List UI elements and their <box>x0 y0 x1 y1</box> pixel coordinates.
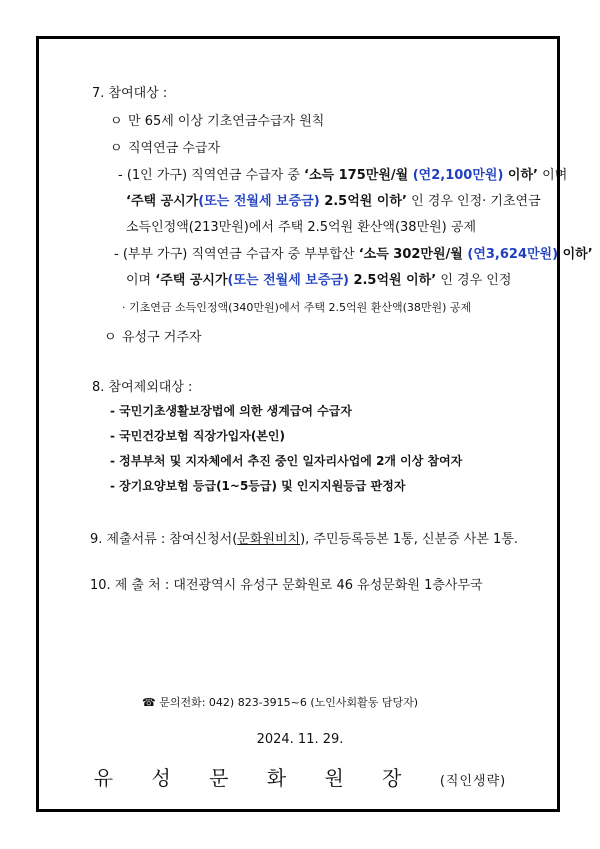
section-7-heading: 7. 참여대상 : <box>92 86 168 101</box>
single-household-line-3: 소득인정액(213만원)에서 주택 2.5억원 환산액(38만원) 공제 <box>126 220 477 235</box>
exclusion-item: - 국민기초생활보장법에 의한 생계급여 수급자 <box>110 404 352 418</box>
exclusion-item: - 정부부처 및 지자체에서 추진 중인 일자리사업에 2개 이상 참여자 <box>110 454 463 468</box>
single-household-line-2: ‘주택 공시가(또는 전월세 보증금) 2.5억원 이하’ 인 경우 인정· 기초연금 <box>126 194 541 209</box>
couple-household-note: · 기초연금 소득인정액(340만원)에서 주택 2.5억원 환산액(38만원) 공제 <box>122 301 472 314</box>
signer-title: 유 성 문 화 원 장 <box>93 766 418 790</box>
exclusion-item: - 장기요양보험 등급(1~5등급) 및 인지지원등급 판정자 <box>110 479 406 493</box>
bullet-icon: ㅇ <box>110 141 123 156</box>
bullet-icon: ㅇ <box>104 330 117 345</box>
bullet-icon: ㅇ <box>110 114 123 129</box>
seal-omitted-note: (직인생략) <box>439 774 507 789</box>
single-household-line-1: - (1인 가구) 직역연금 수급자 중 ‘소득 175만원/월 (연2,100만원) 이하’ 이며 <box>118 168 568 183</box>
eligibility-item-resident: ㅇ 유성구 거주자 <box>104 326 201 345</box>
culture-center-link: 문화원비치 <box>237 532 301 547</box>
section-9-documents: 9. 제출서류 : 참여신청서(문화원비치), 주민등록등본 1통, 신분증 사본 1통. <box>90 532 519 547</box>
section-8-heading: 8. 참여제외대상 : <box>92 380 193 395</box>
exclusion-item: - 국민건강보험 직장가입자(본인) <box>110 429 286 443</box>
couple-household-line-2: 이며 ‘주택 공시가(또는 전월세 보증금) 2.5억원 이하’ 인 경우 인정 <box>126 273 512 288</box>
eligibility-item-occupational-pension: ㅇ 직역연금 수급자 <box>110 137 220 156</box>
couple-household-line-1: - (부부 가구) 직역연금 수급자 중 부부합산 ‘소득 302만원/월 (연3,624만원) 이하’ <box>114 247 593 262</box>
signer-line <box>0 762 600 791</box>
phone-icon: ☎ <box>142 696 156 709</box>
section-10-submission-place: 10. 제 출 처 : 대전광역시 유성구 문화원로 46 유성문화원 1층사무국 <box>90 578 483 593</box>
issue-date: 2024. 11. 29. <box>256 732 344 747</box>
contact-line: ☎ 문의전화: 042) 823-3915~6 (노인사회활동 담당자) <box>142 696 419 709</box>
eligibility-item-basic-pension: ㅇ 만 65세 이상 기초연금수급자 원칙 <box>110 110 324 129</box>
